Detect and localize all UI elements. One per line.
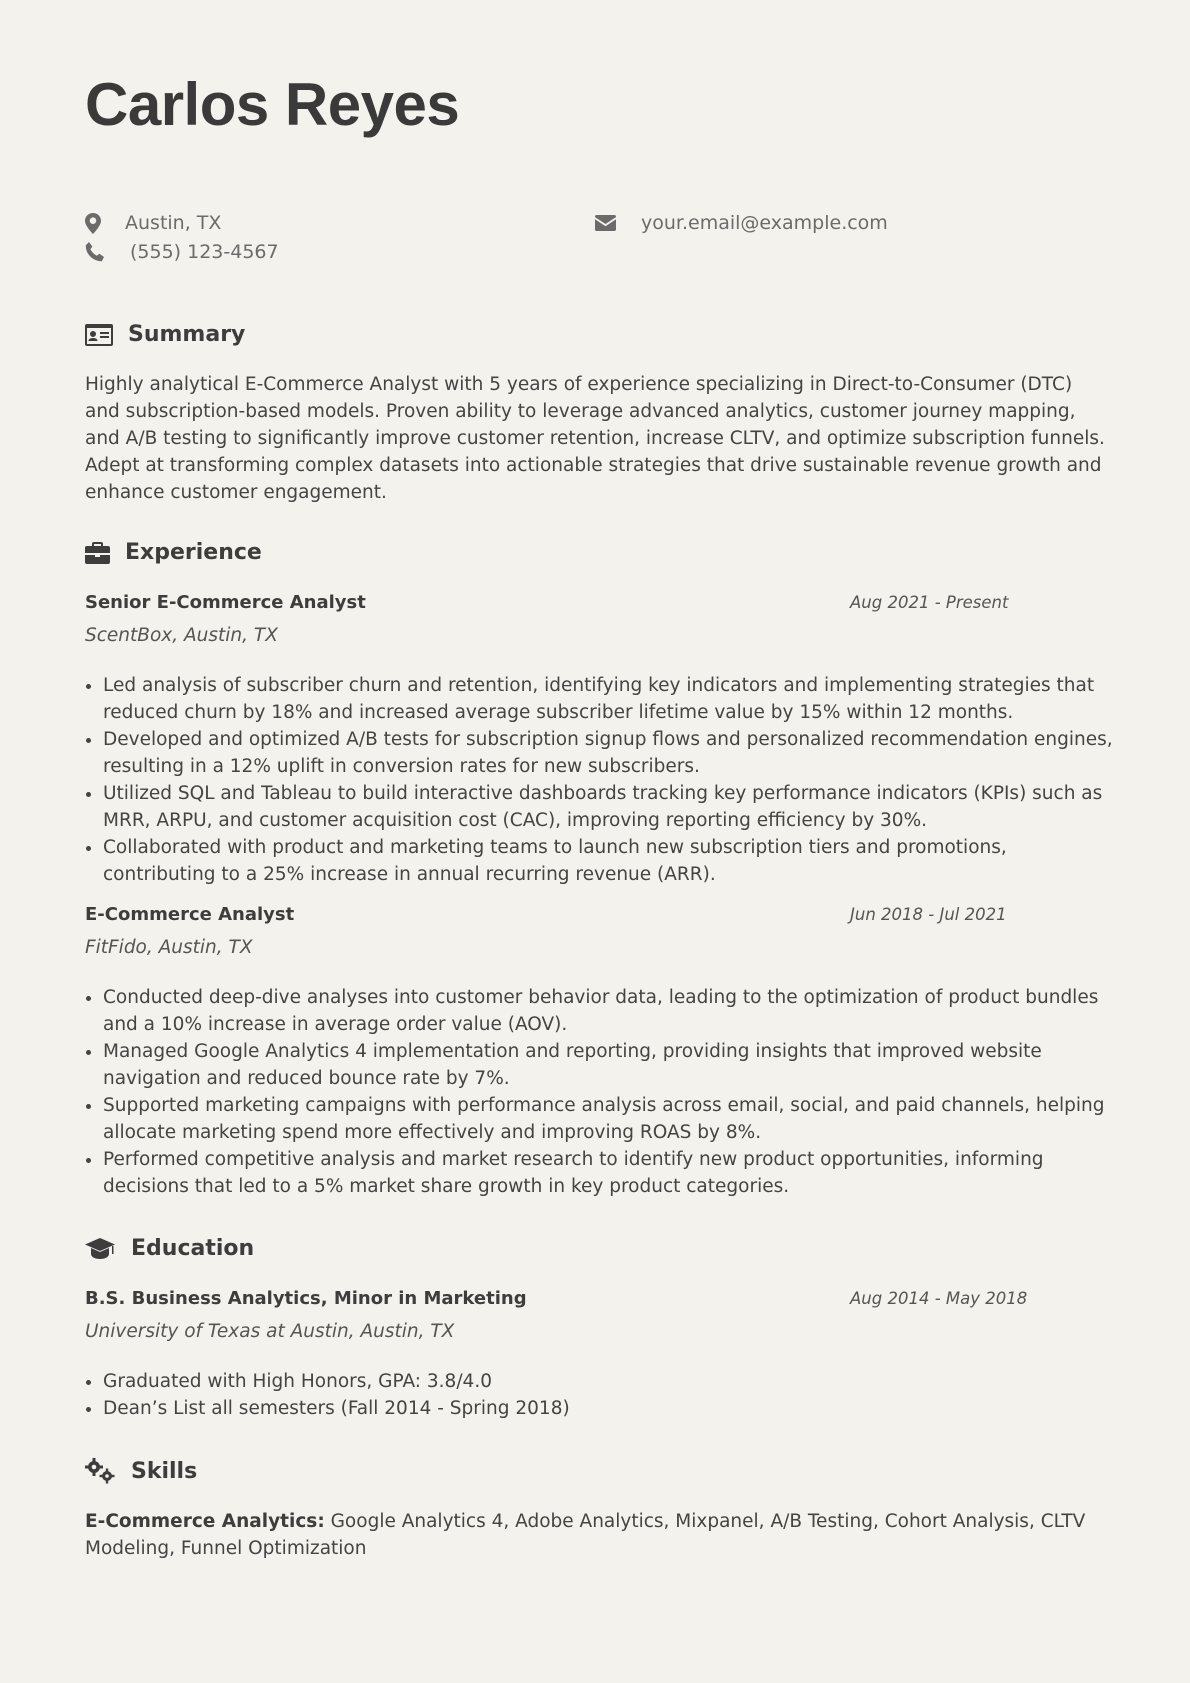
location-text: Austin, TX [125,212,222,234]
contact-location [85,212,221,234]
contact-email [595,212,888,234]
job-dates: Aug 2021 - Present [850,593,1009,612]
phone-text: (555) 123-4567 [130,241,279,263]
list-item: • Utilized SQL and Tableau to build interactive dashboards tracking key performance indicators (KPIs) such as MRR, ARPU, and customer acquisition cost (CAC), improving reporting efficiency by 30%. [103,780,1123,834]
job-company: FitFido, Austin, TX [85,937,253,958]
contact-phone [85,241,279,263]
list-item: • Dean’s List all semesters (Fall 2014 - Spring 2018) [103,1395,1123,1422]
skills-category-label: E-Commerce Analytics: [85,1511,325,1532]
job-title: Senior E-Commerce Analyst [85,592,366,613]
summary-heading [85,322,245,347]
gears-icon [85,1458,131,1484]
skills-list: Google Analytics 4, Adobe Analytics, Mixpanel, A/B Testing, Cohort Analysis, CLTV Modeling, Funnel Optimization [85,1511,1086,1559]
summary-title: Summary [128,322,246,347]
list-item: • Managed Google Analytics 4 implementation and reporting, providing insights that improved website navigation and reduced bounce rate by 7%. [103,1038,1123,1092]
email-link[interactable]: your.email@example.com [641,212,888,234]
experience-title: Experience [125,540,262,565]
job-company: ScentBox, Austin, TX [85,625,278,646]
graduation-cap-icon [85,1238,131,1260]
job-bullets [85,672,1123,888]
phone-icon [85,242,130,262]
education-title: Education [131,1236,255,1261]
experience-heading [85,540,262,565]
job-title: E-Commerce Analyst [85,904,295,925]
skills-text [85,1508,1105,1562]
education-bullets [85,1368,1123,1422]
job-dates: Jun 2018 - Jul 2021 [850,905,1007,924]
school-name: University of Texas at Austin, Austin, TX [85,1321,455,1342]
skills-title: Skills [131,1458,198,1484]
education-dates: Aug 2014 - May 2018 [850,1289,1028,1308]
map-pin-icon [85,213,125,234]
job-bullets [85,984,1123,1200]
list-item: • Performed competitive analysis and market research to identify new product opportunities, informing decisions that led to a 5% market share growth in key product categories. [103,1146,1123,1200]
education-heading [85,1236,254,1261]
list-item: • Supported marketing campaigns with performance analysis across email, social, and paid channels, helping allocate marketing spend more effectively and improving ROAS by 8%. [103,1092,1123,1146]
candidate-name: Carlos Reyes [85,71,460,138]
briefcase-icon [85,542,125,564]
envelope-icon [595,215,641,231]
degree-title: B.S. Business Analytics, Minor in Marketing [85,1288,527,1309]
list-item: • Developed and optimized A/B tests for subscription signup flows and personalized recommendation engines, resulting in a 12% uplift in conversion rates for new subscribers. [103,726,1123,780]
id-card-icon [85,324,128,346]
skills-heading [85,1458,197,1484]
list-item: • Graduated with High Honors, GPA: 3.8/4.0 [103,1368,1123,1395]
list-item: • Led analysis of subscriber churn and retention, identifying key indicators and implementing strategies that reduced churn by 18% and increased average subscriber lifetime value by 15% within 12 months. [103,672,1123,726]
summary-text: Highly analytical E-Commerce Analyst with 5 years of experience specializing in Direct-to-Consumer (DTC) and subscription-based models. Proven ability to leverage advanced analytics, customer journey mapping, and A/B testing to significantly improve customer retention, increase CLTV, and optimize subscription funnels. Adept at transforming complex datasets into actionable strategies that drive sustainable revenue growth and enhance customer engagement. [85,374,1105,503]
list-item: • Collaborated with product and marketing teams to launch new subscription tiers and promotions, contributing to a 25% increase in annual recurring revenue (ARR). [103,834,1123,888]
list-item: • Conducted deep-dive analyses into customer behavior data, leading to the optimization of product bundles and a 10% increase in average order value (AOV). [103,984,1123,1038]
